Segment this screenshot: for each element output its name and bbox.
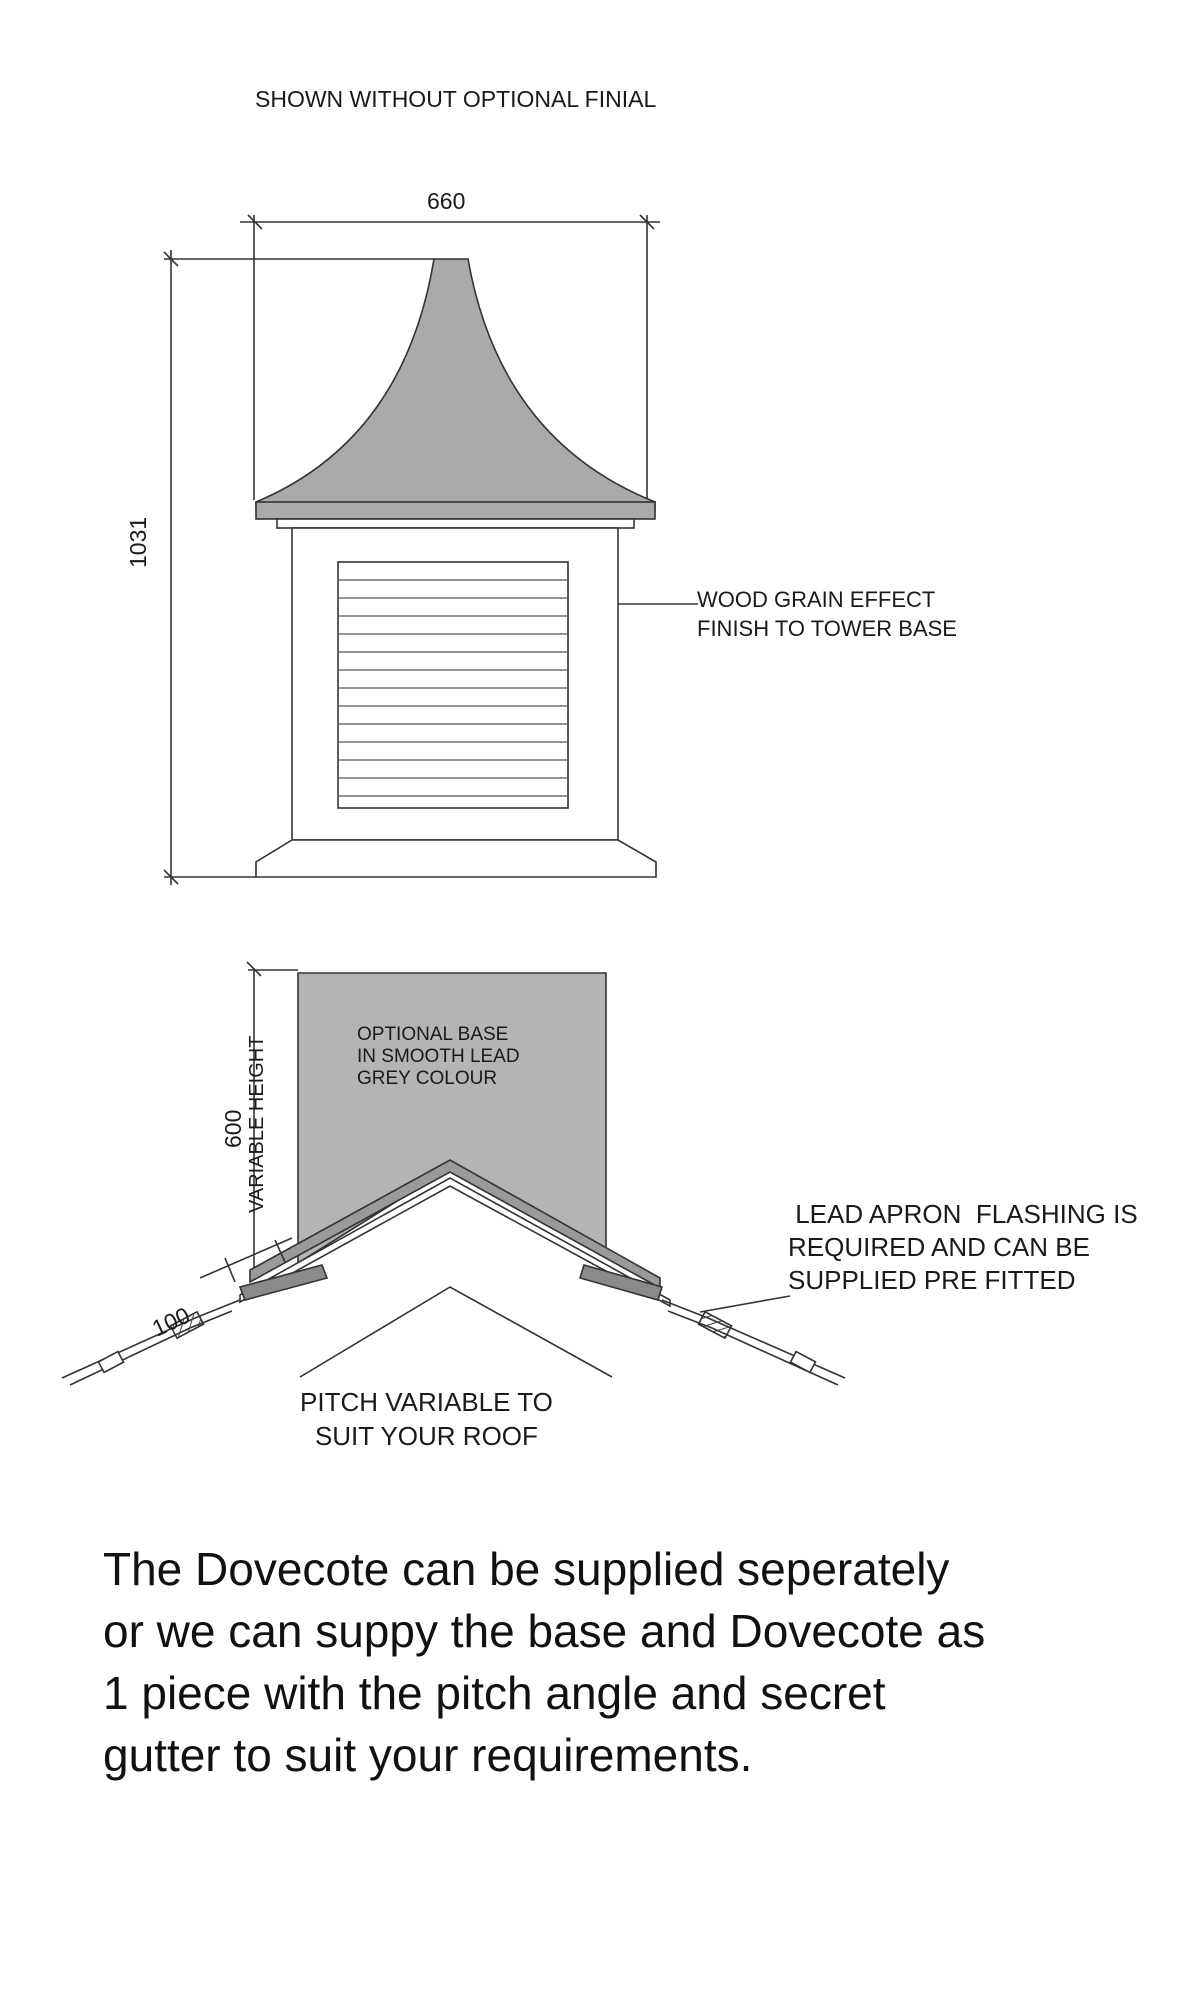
cornice xyxy=(277,519,634,528)
tower-plinth xyxy=(256,840,656,877)
pitch-note xyxy=(300,1385,553,1453)
lead-note-leader xyxy=(700,1296,790,1312)
optional-base-note-line-3: GREY COLOUR xyxy=(357,1068,498,1089)
louvre-panel xyxy=(338,562,568,808)
variable-height-label: VARIABLE HEIGHT xyxy=(246,1035,268,1213)
lead-apron-note-line-2: REQUIRED AND CAN BE xyxy=(788,1232,1090,1262)
lead-apron-note-line-1: LEAD APRON FLASHING IS xyxy=(788,1199,1138,1229)
lead-apron-note-line-3: SUPPLIED PRE FITTED xyxy=(788,1265,1076,1295)
wood-grain-note xyxy=(697,585,957,643)
wood-grain-note-line-2: FINISH TO TOWER BASE xyxy=(697,616,957,641)
dovecote-elevation xyxy=(164,215,698,885)
wood-grain-note-line-1: WOOD GRAIN EFFECT xyxy=(697,587,936,612)
pitch-symbol xyxy=(300,1287,612,1377)
drawing-title: SHOWN WITHOUT OPTIONAL FINIAL xyxy=(255,86,657,112)
optional-base-note xyxy=(357,1024,520,1090)
optional-base-note-line-2: IN SMOOTH LEAD xyxy=(357,1046,520,1067)
roof-slope-left xyxy=(62,1300,240,1378)
roof-slope-right xyxy=(662,1300,845,1378)
lead-apron-note xyxy=(788,1198,1138,1297)
width-dimension-label: 660 xyxy=(427,188,466,214)
bell-roof xyxy=(256,259,655,510)
roof-eaves xyxy=(256,502,655,519)
product-description: The Dovecote can be supplied seperately or we can suppy the base and Dovecote as 1 piece with the pitch angle and secret gutter to suit your requirements. xyxy=(103,1543,986,1781)
pitch-note-line-2: SUIT YOUR ROOF xyxy=(314,1421,538,1451)
base-height-dimension-label: 600 xyxy=(220,1109,246,1148)
optional-base-note-line-1: OPTIONAL BASE xyxy=(357,1024,509,1045)
apron-dimension-label: 100 xyxy=(148,1301,194,1342)
height-dimension-label: 1031 xyxy=(125,516,151,568)
pitch-note-line-1: PITCH VARIABLE TO xyxy=(300,1387,553,1417)
